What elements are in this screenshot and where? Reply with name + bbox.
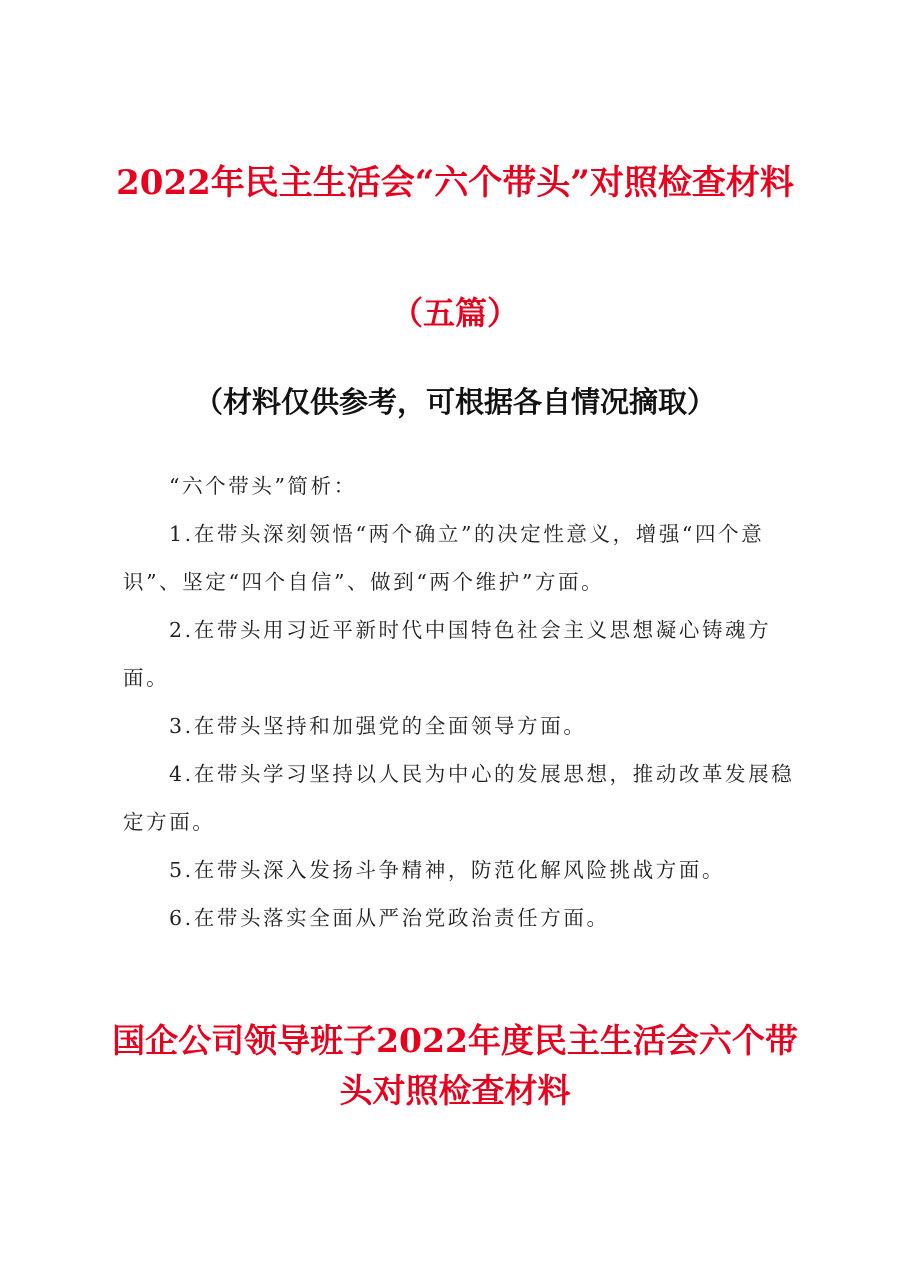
document-title: 2022年民主生活会“六个带头”对照检查材料 (116, 163, 794, 203)
document-body (123, 462, 795, 942)
document-subtitle: （五篇） (390, 294, 519, 332)
list-item: 3.在带头坚持和加强党的全面领导方面。 (169, 714, 587, 738)
intro-paragraph: “六个带头”简析： (169, 474, 357, 498)
list-item: 6.在带头落实全面从严治党政治责任方面。 (169, 906, 610, 930)
list-item: 5.在带头深入发扬斗争精神，防范化解风险挑战方面。 (169, 858, 726, 882)
reference-note: （材料仅供参考，可根据各自情况摘取） (193, 385, 716, 419)
list-item: 4.在带头学习坚持以人民为中心的发展思想，推动改革发展稳定方面。 (123, 762, 795, 834)
list-item: 1.在带头深刻领悟“两个确立”的决定性意义，增强“四个意识”、坚定“四个自信”、做到“两个维护”方面。 (123, 522, 765, 594)
list-item: 2.在带头用习近平新时代中国特色社会主义思想凝心铸魂方面。 (123, 618, 772, 690)
section-title: 国企公司领导班子2022年度民主生活会六个带头对照检查材料 (112, 1021, 798, 1110)
